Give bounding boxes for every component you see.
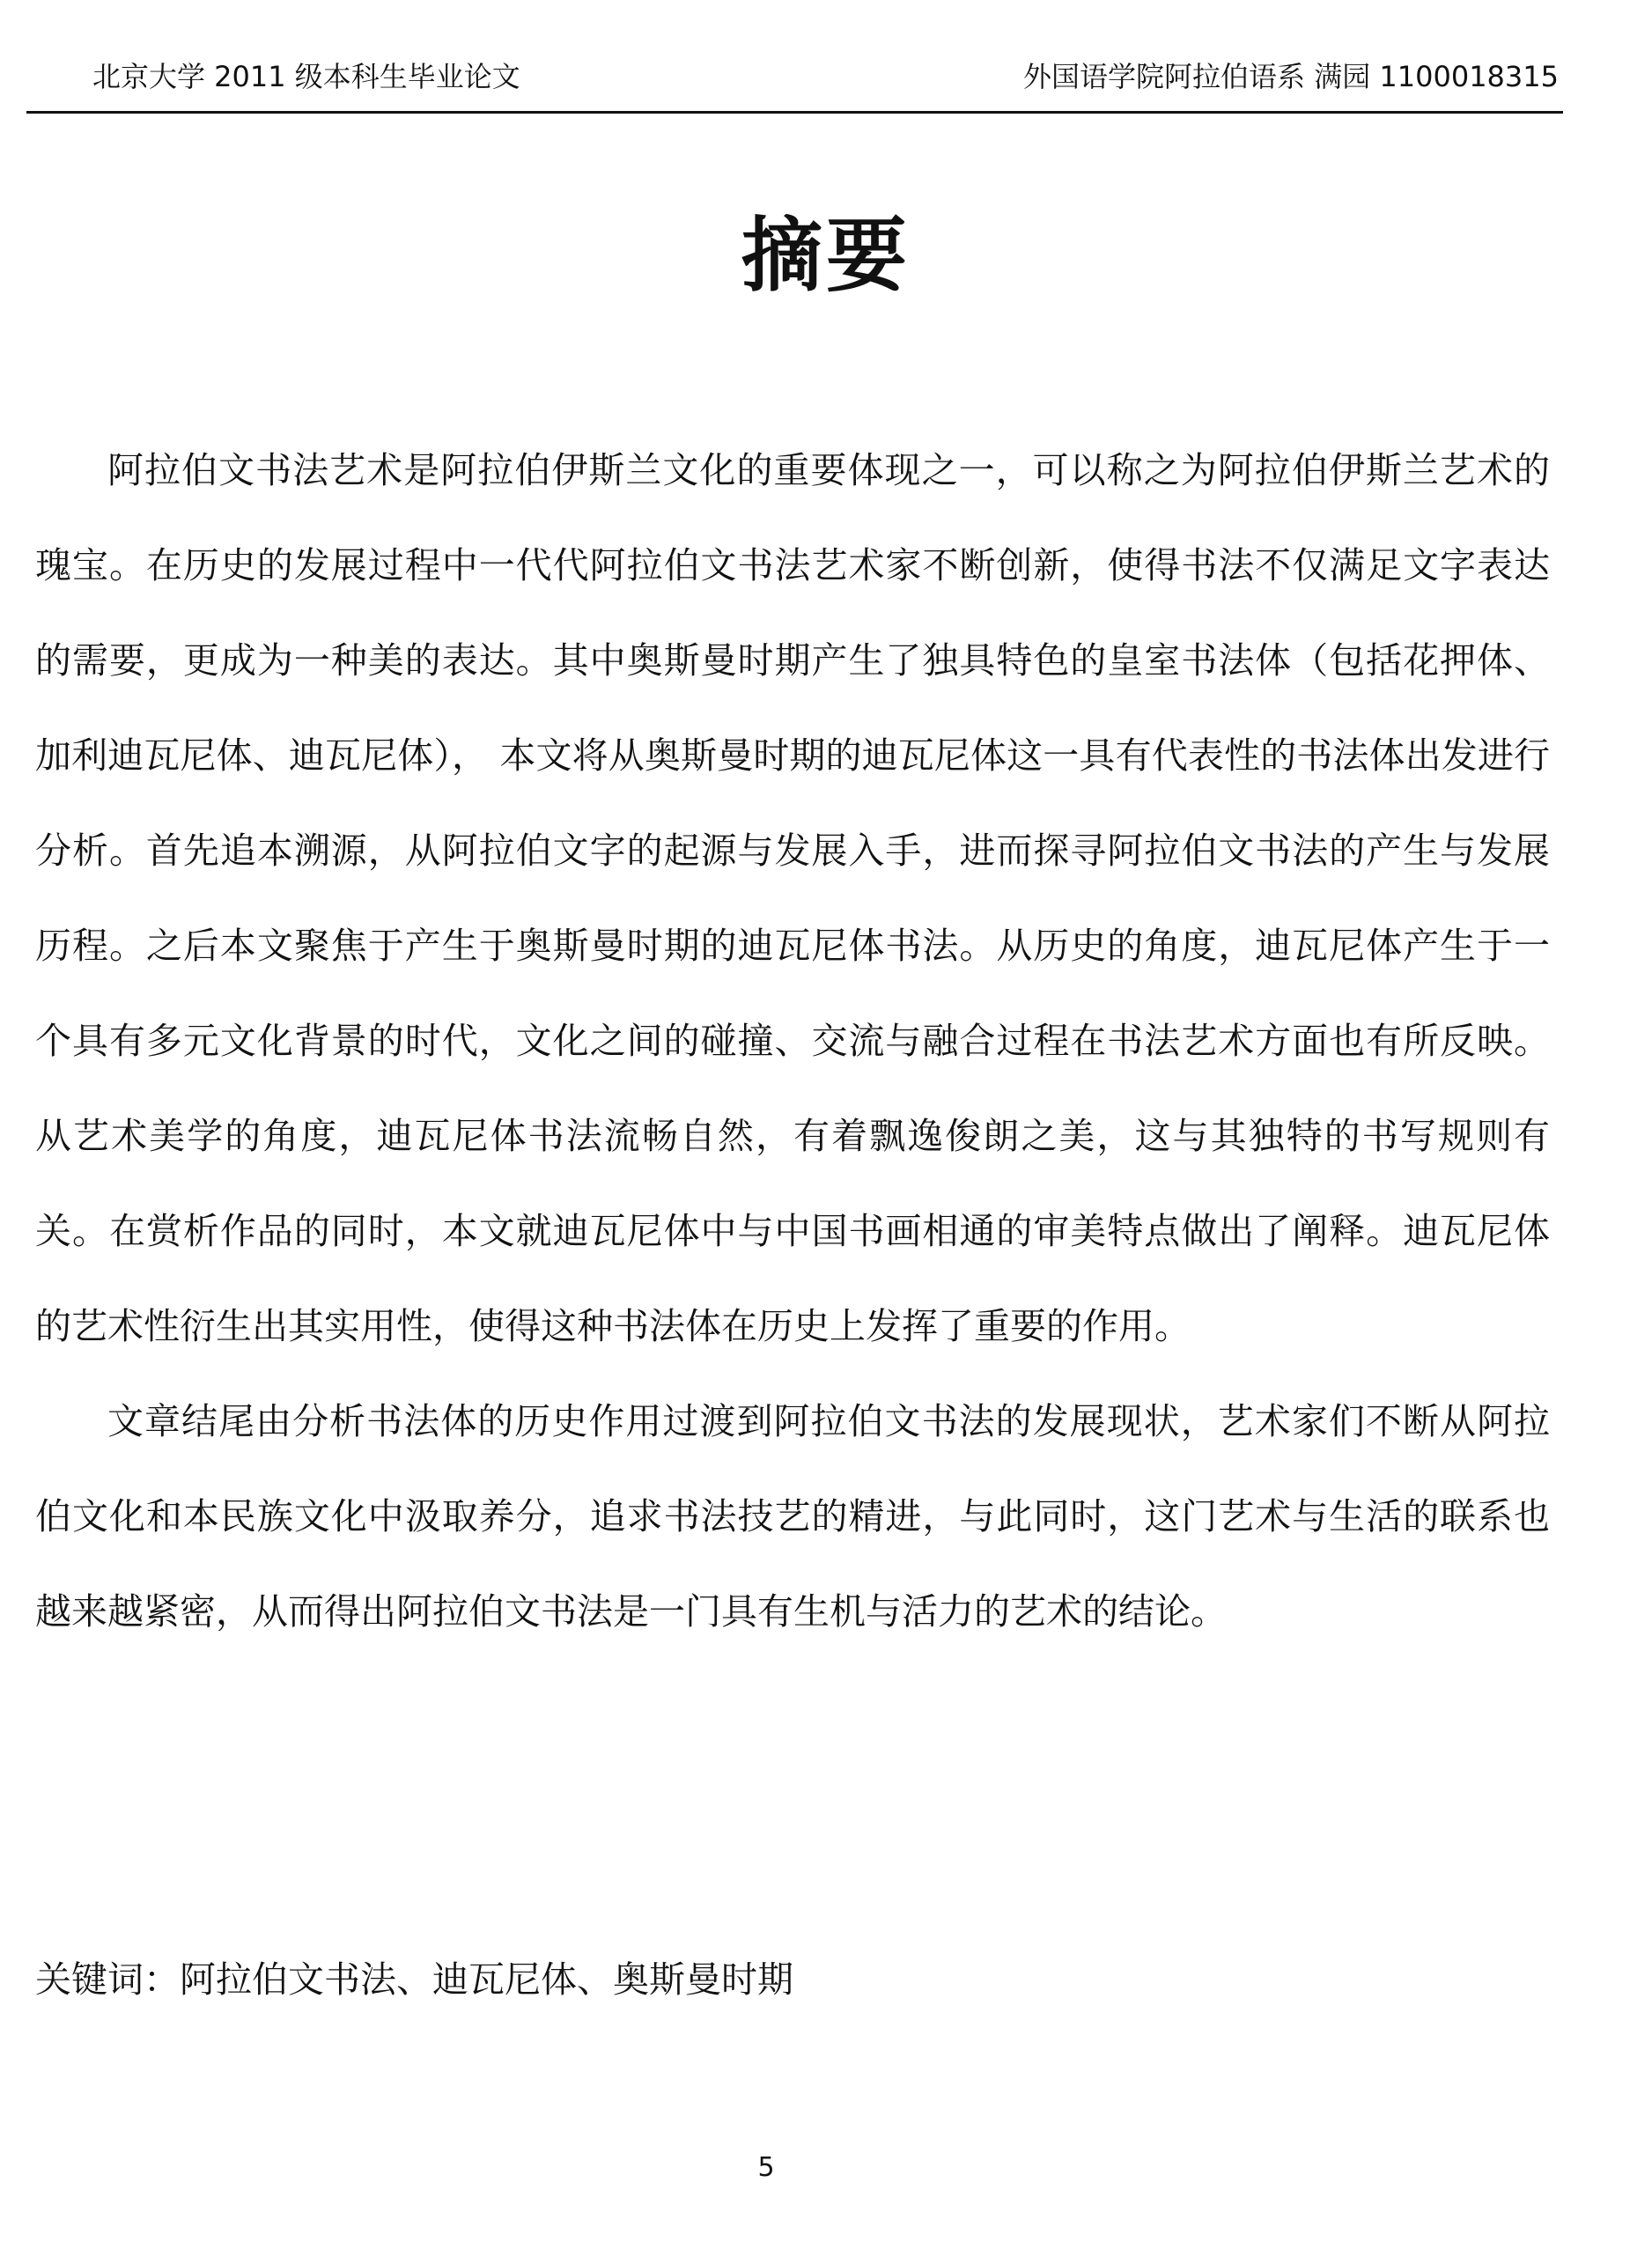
keywords-label: 关键词： [35, 1958, 180, 2001]
header-divider [26, 111, 1563, 114]
abstract-body [35, 423, 1550, 1659]
keywords-line [35, 1944, 1550, 2015]
page-title: 摘要 [741, 208, 911, 303]
keywords-value: 阿拉伯文书法、迪瓦尼体、奥斯曼时期 [180, 1958, 793, 2001]
abstract-paragraph-1: 阿拉伯文书法艺术是阿拉伯伊斯兰文化的重要体现之一，可以称之为阿拉伯伊斯兰艺术的瑰宝。在历史的发展过程中一代代阿拉伯文书法艺术家不断创新，使得书法不仅满足文字表达的需要，更成为一种美的表达。其中奥斯曼时期产生了独具特色的皇室书法体（包括花押体、加利迪瓦尼体、迪瓦尼体）， 本文将从奥斯曼时期的迪瓦尼体这一具有代表性的书法体出发进行分析。首先追本溯源，从阿拉伯文字的起源与发展入手，进而探寻阿拉伯文书法的产生与发展历程。之后本文聚焦于产生于奥斯曼时期的迪瓦尼体书法。从历史的角度，迪瓦尼体产生于一个具有多元文化背景的时代，文化之间的碰撞、交流与融合过程在书法艺术方面也有所反映。从艺术美学的角度，迪瓦尼体书法流畅自然，有着飘逸俊朗之美，这与其独特的书写规则有关。在赏析作品的同时，本文就迪瓦尼体中与中国书画相通的审美特点做出了阐释。迪瓦尼体的艺术性衍生出其实用性，使得这种书法体在历史上发挥了重要的作用。 [35, 449, 1550, 1347]
abstract-paragraph-2: 文章结尾由分析书法体的历史作用过渡到阿拉伯文书法的发展现状，艺术家们不断从阿拉伯文化和本民族文化中汲取养分，追求书法技艺的精进，与此同时，这门艺术与生活的联系也越来越紧密，从而得出阿拉伯文书法是一门具有生机与活力的艺术的结论。 [35, 1400, 1550, 1633]
page-header [26, 51, 1559, 102]
page-number: 5 [757, 2152, 775, 2183]
header-author-info: 外国语学院阿拉伯语系 满园 1100018315 [1023, 60, 1559, 93]
header-thesis-info: 北京大学 2011 级本科生毕业论文 [92, 60, 520, 93]
